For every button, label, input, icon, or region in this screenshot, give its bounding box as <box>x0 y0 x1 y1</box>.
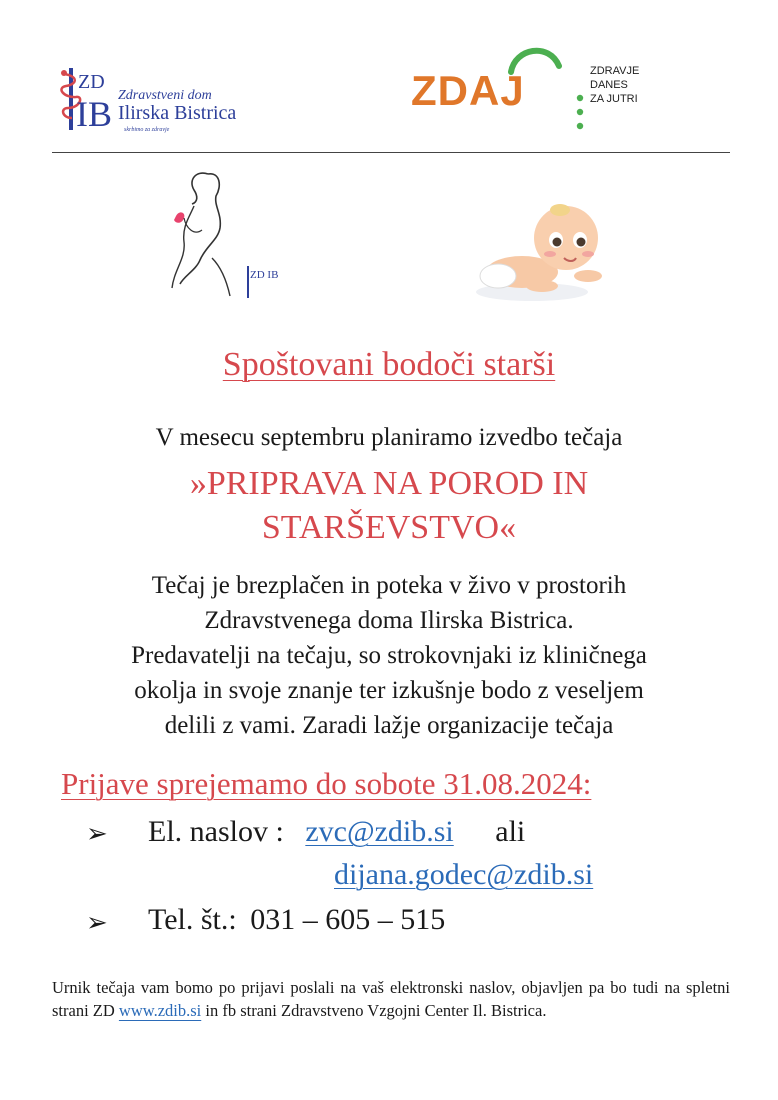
zdaj-wordmark: ZDAJ <box>411 67 525 114</box>
description-line: delili z vami. Zaradi lažje organizacije tečaja <box>164 712 614 739</box>
email-link-zvc[interactable]: zvc@zdib.si <box>305 815 454 848</box>
phone-row <box>148 903 445 937</box>
zdib-mark-top: ZD <box>78 71 105 93</box>
arrow-bullet-icon: ➢ <box>86 819 108 849</box>
zdaj-slogan <box>590 64 639 106</box>
website-link[interactable]: www.zdib.si <box>118 1001 202 1020</box>
registration-deadline: Prijave sprejemamo do sobote 31.08.2024: <box>61 766 592 801</box>
email-row-2 <box>334 858 593 892</box>
zdaj-logo <box>408 42 668 138</box>
zdib-badge: ZD IB <box>250 269 279 281</box>
greeting-heading <box>0 346 778 384</box>
course-title-line: »PRIPRAVA NA POROD IN <box>189 465 589 502</box>
footer-note <box>52 976 730 1022</box>
slogan-line: DANES <box>590 79 628 91</box>
arrow-bullet-icon: ➢ <box>86 908 108 938</box>
description-line: okolja in svoje znanje ter izkušnje bodo z veseljem <box>134 677 644 704</box>
phone-number: 031 – 605 – 515 <box>250 903 446 936</box>
zdib-name-line1: Zdravstveni dom <box>118 88 212 103</box>
zdib-tagline: skrbimo za zdravje <box>124 127 170 133</box>
description-line: Zdravstvenega doma Ilirska Bistrica. <box>204 607 574 634</box>
description-line: Predavatelji na tečaju, so strokovnjaki iz kliničnega <box>131 642 647 669</box>
header-divider <box>52 152 730 153</box>
email-link-dijana[interactable]: dijana.godec@zdib.si <box>334 858 594 891</box>
pregnant-woman-illustration <box>160 166 280 306</box>
zdib-emblem-icon <box>58 64 118 134</box>
smile-arc-icon <box>505 42 565 82</box>
footer-text-after: in fb strani Zdravstveno Vzgojni Center Il. Bistrica. <box>205 1001 547 1020</box>
slogan-line: ZA JUTRI <box>590 93 638 105</box>
crawling-baby-illustration <box>470 200 610 310</box>
email-row <box>148 815 525 849</box>
zdib-logo <box>58 64 278 136</box>
course-description <box>0 568 778 743</box>
greeting-text: Spoštovani bodoči starši <box>222 346 556 383</box>
description-line: Tečaj je brezplačen in poteka v živo v prostorih <box>151 572 627 599</box>
zdib-mark-bottom: IB <box>76 94 112 134</box>
zdib-name-line2: Ilirska Bistrica <box>118 102 237 124</box>
email-label: El. naslov : <box>148 815 284 848</box>
course-title-line: STARŠEVSTVO« <box>261 509 517 546</box>
course-title <box>0 462 778 550</box>
phone-label: Tel. št.: <box>148 903 237 936</box>
slogan-line: ZDRAVJE <box>590 65 640 77</box>
or-text: ali <box>495 815 526 848</box>
dots-icon <box>575 94 585 130</box>
footer-text-before: Urnik tečaja vam bomo po prijavi poslali na vaš elektronski naslov, objavljen pa bo tudi na spletni strani ZD <box>52 978 730 1020</box>
intro-text: V mesecu septembru planiramo izvedbo tečaja <box>155 424 623 451</box>
